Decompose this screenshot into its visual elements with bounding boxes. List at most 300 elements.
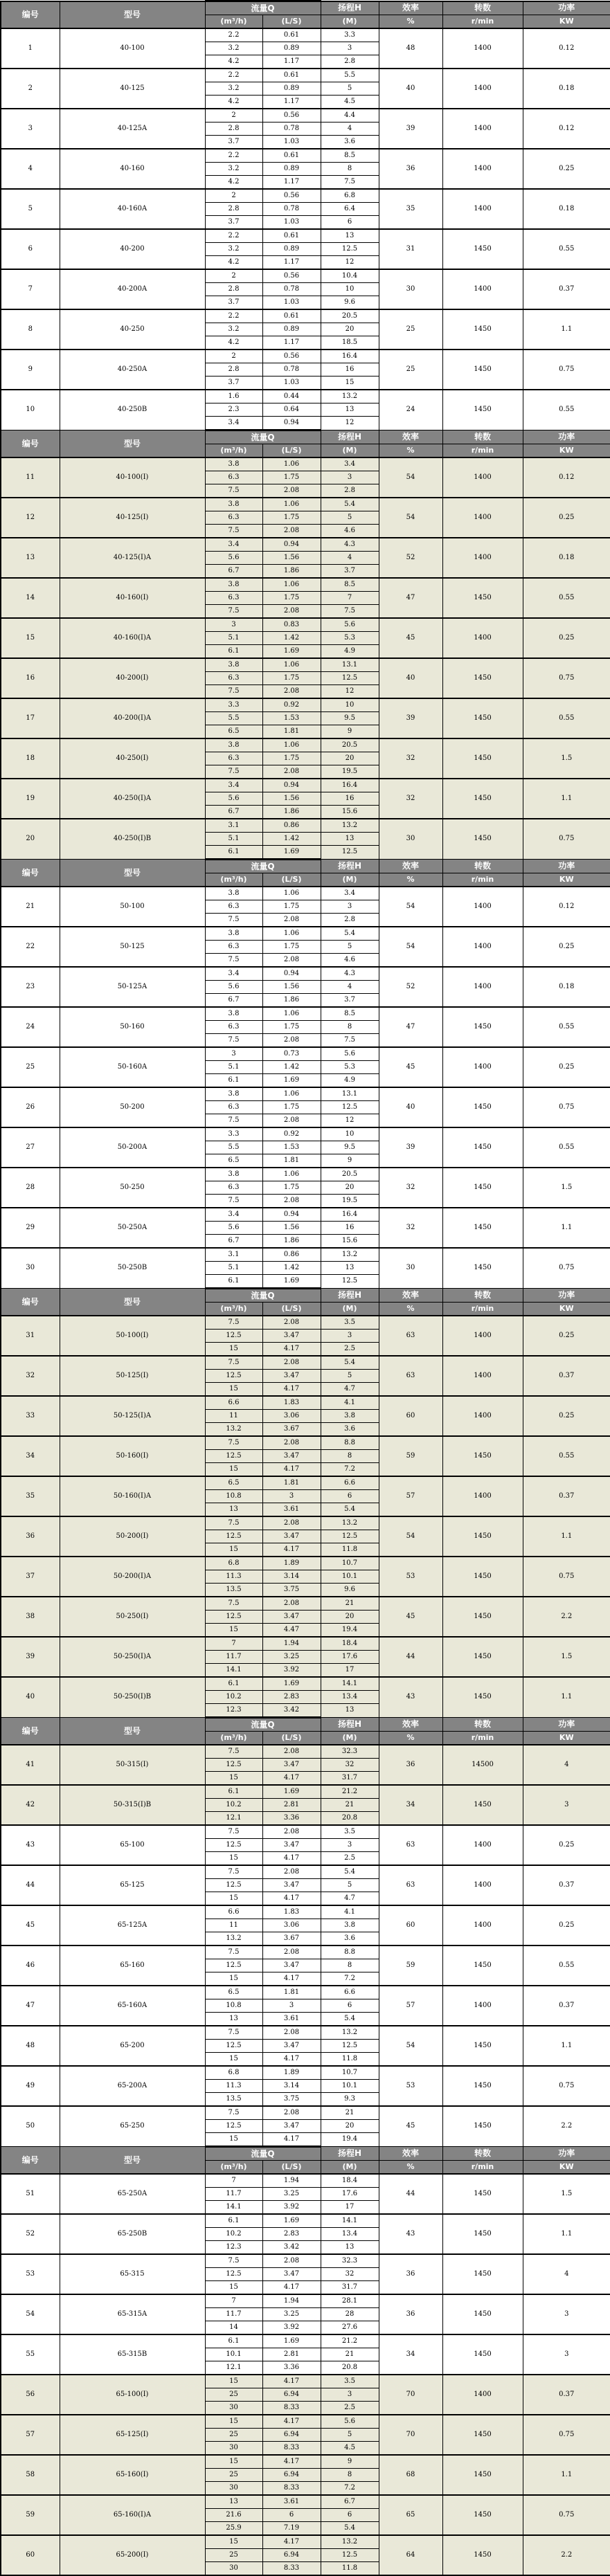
head-cell: 7.2	[321, 2482, 379, 2496]
flow-m3h-cell: 10.2	[205, 1691, 262, 1704]
head-cell: 5.6	[321, 1047, 379, 1061]
col-header-speed-unit: r/min	[442, 15, 523, 29]
pump-model-cell: 40-200	[60, 229, 205, 269]
flow-ls-cell: 0.94	[262, 538, 321, 552]
pump-data-row	[1, 1087, 610, 1101]
col-header-model: 型号	[60, 430, 205, 458]
speed-cell: 1450	[442, 2174, 523, 2214]
head-cell: 6	[321, 1999, 379, 2013]
head-cell: 12.5	[321, 672, 379, 685]
efficiency-cell: 36	[379, 2254, 442, 2294]
flow-m3h-cell: 5.1	[205, 1061, 262, 1074]
head-cell: 12.5	[321, 243, 379, 256]
flow-ls-cell: 2.81	[262, 2348, 321, 2361]
col-header-head: 扬程H	[321, 860, 379, 873]
speed-cell: 1450	[442, 2294, 523, 2334]
flow-ls-cell: 2.08	[262, 1316, 321, 1330]
head-cell: 9	[321, 2455, 379, 2469]
efficiency-cell: 45	[379, 1047, 442, 1087]
flow-ls-cell: 3.92	[262, 2201, 321, 2215]
flow-ls-cell: 3.25	[262, 1651, 321, 1664]
speed-cell: 1400	[442, 149, 523, 189]
head-cell: 7	[321, 592, 379, 605]
power-cell: 0.37	[523, 269, 610, 309]
pump-id-cell: 2	[1, 69, 60, 109]
head-cell: 32.3	[321, 2254, 379, 2268]
head-cell: 31.7	[321, 1772, 379, 1786]
col-header-flow: 流量Q	[205, 430, 321, 444]
power-cell: 0.75	[523, 1087, 610, 1127]
pump-id-cell: 21	[1, 887, 60, 927]
head-cell: 20	[321, 1611, 379, 1624]
pump-data-row	[1, 2535, 610, 2549]
head-cell: 4.6	[321, 525, 379, 538]
pump-model-cell: 65-160(Ⅰ)	[60, 2455, 205, 2495]
efficiency-cell: 36	[379, 149, 442, 189]
pump-id-cell: 27	[1, 1127, 60, 1168]
flow-ls-cell: 8.33	[262, 2402, 321, 2415]
pump-id-cell: 43	[1, 1825, 60, 1865]
flow-ls-cell: 1.06	[262, 457, 321, 471]
pump-id-cell: 30	[1, 1248, 60, 1289]
efficiency-cell: 40	[379, 1087, 442, 1127]
head-cell: 12.5	[321, 1530, 379, 1543]
efficiency-cell: 54	[379, 887, 442, 927]
power-cell: 0.55	[523, 1436, 610, 1476]
flow-m3h-cell: 7.5	[205, 1825, 262, 1839]
speed-cell: 1450	[442, 819, 523, 860]
pump-model-cell: 50-200(Ⅰ)	[60, 1516, 205, 1557]
power-cell: 1.1	[523, 1516, 610, 1557]
flow-ls-cell: 0.89	[262, 163, 321, 176]
flow-m3h-cell: 25	[205, 2549, 262, 2562]
flow-m3h-cell: 7.5	[205, 1516, 262, 1530]
head-cell: 12.5	[321, 2549, 379, 2562]
pump-model-cell: 50-200A	[60, 1127, 205, 1168]
head-cell: 2.8	[321, 914, 379, 927]
flow-m3h-cell: 12.5	[205, 2268, 262, 2281]
pump-id-cell: 20	[1, 819, 60, 860]
head-cell: 4.7	[321, 1892, 379, 1906]
pump-model-cell: 40-125	[60, 69, 205, 109]
pump-model-cell: 50-100	[60, 887, 205, 927]
flow-ls-cell: 2.08	[262, 1597, 321, 1611]
speed-cell: 14500	[442, 1745, 523, 1785]
col-header-efficiency-unit: %	[379, 444, 442, 458]
head-cell: 16.4	[321, 350, 379, 363]
flow-ls-cell: 0.94	[262, 417, 321, 430]
power-cell: 1.1	[523, 309, 610, 350]
head-cell: 6	[321, 2509, 379, 2522]
col-header-efficiency-unit: %	[379, 15, 442, 29]
head-cell: 32	[321, 1759, 379, 1772]
efficiency-cell: 34	[379, 2334, 442, 2375]
head-cell: 4	[321, 123, 379, 136]
head-cell: 15.6	[321, 1235, 379, 1249]
pump-id-cell: 38	[1, 1597, 60, 1637]
flow-ls-cell: 2.08	[262, 954, 321, 968]
flow-ls-cell: 1.69	[262, 2214, 321, 2228]
head-cell: 21.2	[321, 2334, 379, 2348]
flow-ls-cell: 3.67	[262, 1423, 321, 1437]
flow-m3h-cell: 15	[205, 1343, 262, 1357]
section-header-row	[1, 2147, 610, 2161]
head-cell: 6.4	[321, 203, 379, 216]
section-header-row	[1, 430, 610, 444]
head-cell: 9.3	[321, 2093, 379, 2107]
head-cell: 7.2	[321, 1463, 379, 1477]
speed-cell: 1400	[442, 109, 523, 149]
pump-data-row	[1, 149, 610, 163]
efficiency-cell: 32	[379, 779, 442, 819]
flow-ls-cell: 4.17	[262, 1892, 321, 1906]
power-cell: 0.75	[523, 819, 610, 860]
flow-ls-cell: 1.83	[262, 1396, 321, 1410]
flow-m3h-cell: 6.8	[205, 2066, 262, 2080]
speed-cell: 1400	[442, 1905, 523, 1945]
power-cell: 0.55	[523, 1127, 610, 1168]
efficiency-cell: 47	[379, 578, 442, 618]
power-cell: 0.55	[523, 229, 610, 269]
power-cell: 0.75	[523, 1557, 610, 1597]
flow-ls-cell: 1.17	[262, 55, 321, 69]
efficiency-cell: 31	[379, 229, 442, 269]
flow-m3h-cell: 12.5	[205, 1959, 262, 1972]
power-cell: 0.18	[523, 189, 610, 229]
pump-model-cell: 40-200A	[60, 269, 205, 309]
flow-m3h-cell: 3.7	[205, 216, 262, 230]
flow-m3h-cell: 6.7	[205, 994, 262, 1008]
flow-m3h-cell: 15	[205, 2535, 262, 2549]
flow-ls-cell: 1.81	[262, 1986, 321, 1999]
flow-m3h-cell: 7.5	[205, 2026, 262, 2040]
speed-cell: 1400	[442, 538, 523, 578]
efficiency-cell: 43	[379, 1677, 442, 1718]
power-cell: 0.55	[523, 1945, 610, 1986]
speed-cell: 1450	[442, 578, 523, 618]
pump-id-cell: 48	[1, 2026, 60, 2066]
pump-data-row	[1, 967, 610, 981]
flow-ls-cell: 1.06	[262, 738, 321, 752]
col-header-speed-unit: r/min	[442, 444, 523, 458]
flow-m3h-cell: 7	[205, 2174, 262, 2188]
flow-ls-cell: 1.53	[262, 1141, 321, 1154]
head-cell: 3.5	[321, 2375, 379, 2388]
flow-ls-cell: 1.69	[262, 846, 321, 860]
flow-ls-cell: 3.47	[262, 2268, 321, 2281]
col-header-head-unit: (M)	[321, 444, 379, 458]
pump-model-cell: 40-160(Ⅰ)	[60, 578, 205, 618]
pump-id-cell: 31	[1, 1316, 60, 1356]
speed-cell: 1400	[442, 28, 523, 69]
flow-m3h-cell: 5.6	[205, 1222, 262, 1235]
flow-ls-cell: 1.06	[262, 578, 321, 592]
speed-cell: 1450	[442, 1168, 523, 1208]
efficiency-cell: 59	[379, 1436, 442, 1476]
flow-ls-cell: 3.14	[262, 2080, 321, 2093]
col-header-flow-ls: (L/S)	[262, 1303, 321, 1316]
head-cell: 9.5	[321, 712, 379, 725]
head-cell: 8	[321, 1021, 379, 1034]
pump-id-cell: 3	[1, 109, 60, 149]
flow-m3h-cell: 7.5	[205, 1597, 262, 1611]
pump-data-row	[1, 109, 610, 123]
pump-data-row	[1, 1436, 610, 1450]
speed-cell: 1450	[442, 2495, 523, 2535]
efficiency-cell: 24	[379, 390, 442, 430]
flow-m3h-cell: 11.7	[205, 2308, 262, 2321]
head-cell: 5.5	[321, 69, 379, 82]
flow-m3h-cell: 6.3	[205, 471, 262, 484]
head-cell: 20.5	[321, 738, 379, 752]
head-cell: 19.4	[321, 1624, 379, 1638]
col-header-power-unit: KW	[523, 2161, 610, 2175]
efficiency-cell: 32	[379, 1208, 442, 1248]
flow-ls-cell: 2.08	[262, 1436, 321, 1450]
flow-ls-cell: 0.61	[262, 309, 321, 323]
col-header-head: 扬程H	[321, 2147, 379, 2161]
flow-ls-cell: 1.81	[262, 1476, 321, 1490]
head-cell: 6.7	[321, 2495, 379, 2509]
col-header-id: 编号	[1, 430, 60, 458]
head-cell: 5.4	[321, 2522, 379, 2536]
flow-ls-cell: 1.06	[262, 887, 321, 900]
flow-m3h-cell: 11	[205, 1919, 262, 1932]
flow-ls-cell: 1.75	[262, 1101, 321, 1114]
flow-ls-cell: 2.83	[262, 2228, 321, 2241]
flow-m3h-cell: 7.5	[205, 914, 262, 927]
head-cell: 5	[321, 82, 379, 96]
pump-model-cell: 40-250B	[60, 390, 205, 430]
head-cell: 6.6	[321, 1476, 379, 1490]
flow-ls-cell: 4.17	[262, 2375, 321, 2388]
flow-ls-cell: 4.17	[262, 1852, 321, 1866]
power-cell: 0.18	[523, 69, 610, 109]
flow-m3h-cell: 7	[205, 1637, 262, 1651]
flow-ls-cell: 1.81	[262, 1154, 321, 1168]
power-cell: 1.1	[523, 779, 610, 819]
col-header-flow-ls: (L/S)	[262, 873, 321, 887]
efficiency-cell: 52	[379, 967, 442, 1007]
power-cell: 1.5	[523, 1168, 610, 1208]
pump-data-row	[1, 1785, 610, 1799]
head-cell: 2.5	[321, 2402, 379, 2415]
speed-cell: 1400	[442, 967, 523, 1007]
speed-cell: 1400	[442, 1986, 523, 2026]
pump-id-cell: 39	[1, 1637, 60, 1677]
flow-m3h-cell: 6.3	[205, 941, 262, 954]
flow-m3h-cell: 12.5	[205, 1330, 262, 1343]
pump-data-row	[1, 2294, 610, 2308]
pump-data-row	[1, 1356, 610, 1370]
flow-ls-cell: 3.61	[262, 2013, 321, 2026]
head-cell: 8.5	[321, 578, 379, 592]
power-cell: 0.25	[523, 1047, 610, 1087]
head-cell: 18.4	[321, 1637, 379, 1651]
pump-id-cell: 54	[1, 2294, 60, 2334]
flow-m3h-cell: 13.2	[205, 1932, 262, 1946]
flow-ls-cell: 1.75	[262, 672, 321, 685]
flow-m3h-cell: 6.5	[205, 1154, 262, 1168]
pump-model-cell: 40-200(Ⅰ)A	[60, 698, 205, 738]
pump-model-cell: 50-250A	[60, 1208, 205, 1248]
flow-m3h-cell: 12.5	[205, 1530, 262, 1543]
speed-cell: 1400	[442, 1396, 523, 1436]
flow-ls-cell: 1.17	[262, 336, 321, 350]
speed-cell: 1450	[442, 738, 523, 779]
head-cell: 5	[321, 1879, 379, 1892]
flow-m3h-cell: 6.5	[205, 725, 262, 739]
pump-model-cell: 65-315	[60, 2254, 205, 2294]
speed-cell: 1450	[442, 1087, 523, 1127]
pump-id-cell: 51	[1, 2174, 60, 2214]
speed-cell: 1450	[442, 2535, 523, 2575]
head-cell: 9.6	[321, 296, 379, 310]
efficiency-cell: 54	[379, 927, 442, 967]
flow-ls-cell: 1.06	[262, 658, 321, 672]
power-cell: 1.5	[523, 2174, 610, 2214]
head-cell: 3.4	[321, 457, 379, 471]
flow-m3h-cell: 7.5	[205, 1865, 262, 1879]
flow-m3h-cell: 15	[205, 1772, 262, 1786]
flow-ls-cell: 1.75	[262, 1181, 321, 1195]
power-cell: 0.75	[523, 2066, 610, 2106]
pump-id-cell: 53	[1, 2254, 60, 2294]
col-header-efficiency-unit: %	[379, 1732, 442, 1745]
efficiency-cell: 39	[379, 109, 442, 149]
flow-m3h-cell: 6.8	[205, 1557, 262, 1570]
power-cell: 0.75	[523, 2495, 610, 2535]
flow-ls-cell: 3.47	[262, 1611, 321, 1624]
flow-m3h-cell: 7.5	[205, 1114, 262, 1128]
head-cell: 13.2	[321, 390, 379, 403]
section-header-row	[1, 1289, 610, 1303]
flow-m3h-cell: 2	[205, 189, 262, 203]
speed-cell: 1400	[442, 1476, 523, 1516]
flow-ls-cell: 0.89	[262, 42, 321, 55]
head-cell: 17	[321, 1664, 379, 1678]
flow-m3h-cell: 3.1	[205, 819, 262, 833]
pump-id-cell: 37	[1, 1557, 60, 1597]
flow-ls-cell: 0.56	[262, 189, 321, 203]
flow-m3h-cell: 3.4	[205, 417, 262, 430]
power-cell: 0.55	[523, 578, 610, 618]
head-cell: 4.3	[321, 967, 379, 981]
head-cell: 4	[321, 981, 379, 994]
head-cell: 4.7	[321, 1383, 379, 1397]
flow-m3h-cell: 7.5	[205, 605, 262, 619]
pump-data-row	[1, 2495, 610, 2509]
flow-ls-cell: 1.94	[262, 2174, 321, 2188]
head-cell: 12.5	[321, 1101, 379, 1114]
flow-m3h-cell: 4.2	[205, 55, 262, 69]
flow-ls-cell: 1.03	[262, 136, 321, 149]
flow-ls-cell: 1.69	[262, 1677, 321, 1691]
speed-cell: 1450	[442, 2254, 523, 2294]
pump-model-cell: 40-250A	[60, 350, 205, 390]
head-cell: 19.5	[321, 1195, 379, 1208]
head-cell: 5.4	[321, 498, 379, 511]
col-header-model: 型号	[60, 860, 205, 887]
flow-ls-cell: 2.08	[262, 1114, 321, 1128]
col-header-power: 功率	[523, 1, 610, 15]
col-header-flow-m3h: (m³/h)	[205, 873, 262, 887]
flow-m3h-cell: 7.5	[205, 1436, 262, 1450]
flow-ls-cell: 0.86	[262, 819, 321, 833]
speed-cell: 1400	[442, 498, 523, 538]
flow-m3h-cell: 15	[205, 1892, 262, 1906]
col-header-flow-ls: (L/S)	[262, 444, 321, 458]
head-cell: 13.2	[321, 2535, 379, 2549]
col-header-flow-m3h: (m³/h)	[205, 444, 262, 458]
flow-m3h-cell: 3	[205, 1047, 262, 1061]
flow-m3h-cell: 4.2	[205, 96, 262, 109]
flow-m3h-cell: 15	[205, 1463, 262, 1477]
pump-data-row	[1, 2026, 610, 2040]
head-cell: 11.8	[321, 1543, 379, 1557]
head-cell: 31.7	[321, 2281, 379, 2295]
head-cell: 13	[321, 2241, 379, 2255]
flow-m3h-cell: 10.8	[205, 1490, 262, 1503]
flow-ls-cell: 4.17	[262, 2535, 321, 2549]
head-cell: 3.4	[321, 887, 379, 900]
flow-m3h-cell: 11	[205, 1410, 262, 1423]
pump-data-row	[1, 538, 610, 552]
flow-m3h-cell: 2	[205, 269, 262, 283]
col-header-power: 功率	[523, 1289, 610, 1303]
flow-m3h-cell: 2.2	[205, 69, 262, 82]
flow-m3h-cell: 11.3	[205, 2080, 262, 2093]
head-cell: 28.1	[321, 2294, 379, 2308]
pump-id-cell: 26	[1, 1087, 60, 1127]
section-header-row	[1, 1, 610, 15]
power-cell: 0.37	[523, 1476, 610, 1516]
pump-id-cell: 32	[1, 1356, 60, 1396]
speed-cell: 1450	[442, 1677, 523, 1718]
col-header-flow-ls: (L/S)	[262, 15, 321, 29]
flow-ls-cell: 4.17	[262, 1972, 321, 1986]
flow-ls-cell: 4.17	[262, 2053, 321, 2067]
pump-model-cell: 50-250	[60, 1168, 205, 1208]
pump-data-row	[1, 927, 610, 941]
col-header-efficiency-unit: %	[379, 1303, 442, 1316]
head-cell: 10	[321, 283, 379, 296]
speed-cell: 1450	[442, 1208, 523, 1248]
flow-m3h-cell: 13.5	[205, 1584, 262, 1597]
col-header-head-unit: (M)	[321, 1732, 379, 1745]
flow-m3h-cell: 2.2	[205, 309, 262, 323]
head-cell: 3.7	[321, 994, 379, 1008]
col-header-model: 型号	[60, 2147, 205, 2175]
pump-id-cell: 18	[1, 738, 60, 779]
flow-ls-cell: 1.42	[262, 1262, 321, 1275]
flow-m3h-cell: 12.5	[205, 1611, 262, 1624]
head-cell: 17	[321, 2201, 379, 2215]
speed-cell: 1400	[442, 927, 523, 967]
pump-id-cell: 17	[1, 698, 60, 738]
flow-ls-cell: 1.75	[262, 941, 321, 954]
flow-ls-cell: 1.06	[262, 1007, 321, 1021]
power-cell: 3	[523, 2334, 610, 2375]
flow-ls-cell: 1.56	[262, 792, 321, 806]
head-cell: 17.6	[321, 2188, 379, 2201]
flow-m3h-cell: 2.2	[205, 229, 262, 243]
flow-ls-cell: 3.47	[262, 2120, 321, 2133]
pump-data-row	[1, 1905, 610, 1919]
flow-m3h-cell: 6.3	[205, 672, 262, 685]
flow-m3h-cell: 3.8	[205, 887, 262, 900]
power-cell: 0.18	[523, 967, 610, 1007]
